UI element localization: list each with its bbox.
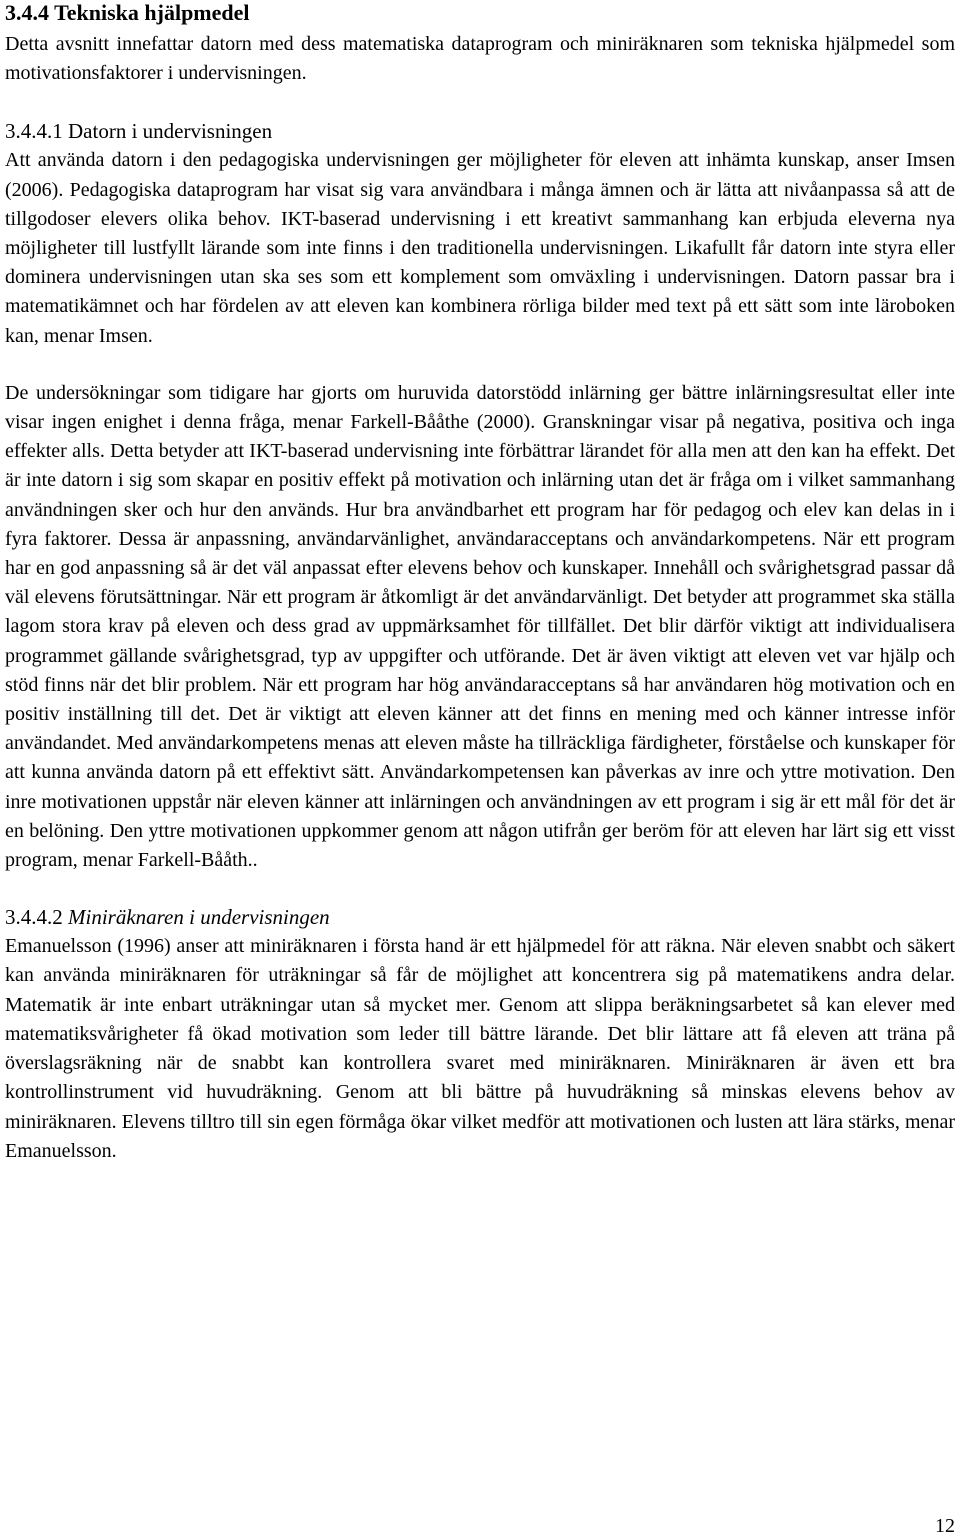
minirknaren-paragraph-1: Emanuelsson (1996) anser att miniräknaren i första hand är ett hjälpmedel för att räkna. När eleven snabbt och säkert kan använda miniräknaren för uträkningar så får de möjlighet att koncentrera sig på matematikens andra delar. Matematik är inte enbart uträkningar utan så mycket mer. Genom att slippa beräkningsarbetet så kan elever med matematiksvårigheter få ökad motivation som leder till bättre lärande. Det blir lättare att få eleven att träna på överslagsräkning när de snabbt kan kontrollera svaret med miniräknaren. Miniräknaren är även ett bra kontrollinstrument vid huvudräkning. Genom att bli bättre på huvudräkning så minskas elevens behov av miniräknaren. Elevens tilltro till sin egen förmåga ökar vilket medför att motivationen och lusten att lära stärks, menar Emanuelsson. [5, 935, 955, 1162]
subsection-number: 3.4.4.1 [5, 119, 63, 144]
subsection-heading-minirknaren [5, 903, 955, 932]
subsection-title: Miniräknaren i undervisningen [68, 905, 330, 930]
document-page [5, 0, 955, 1166]
section-intro-paragraph: Detta avsnitt innefattar datorn med dess matematiska dataprogram och miniräknaren som tekniska hjälpmedel som motivationsfaktorer i undervisningen. [5, 33, 955, 85]
page-number: 12 [935, 1515, 955, 1537]
subsection-heading-datorn [5, 117, 955, 146]
subsection-number: 3.4.4.2 [5, 905, 63, 930]
section-heading: 3.4.4 Tekniska hjälpmedel [5, 0, 250, 25]
subsection-title: Datorn i undervisningen [68, 119, 273, 144]
datorn-paragraph-1: Att använda datorn i den pedagogiska undervisningen ger möjligheter för eleven att inhämta kunskap, anser Imsen (2006). Pedagogiska dataprogram har visat sig vara användbara i många ämnen och är lätta att nivåanpassa så att de tillgodoser elevers olika behov. IKT-baserad undervisning i ett kreativt sammanhang kan erbjuda eleverna nya möjligheter till lustfyllt lärande som inte finns i den traditionella undervisningen. Likafullt får datorn inte styra eller dominera undervisningen utan ska ses som ett komplement som omväxling i undervisningen. Datorn passar bra i matematikämnet och har fördelen av att eleven kan kombinera rörliga bilder med text på ett sätt som inte läroboken kan, menar Imsen. [5, 149, 955, 347]
datorn-paragraph-2: De undersökningar som tidigare har gjorts om huruvida datorstödd inlärning ger bättre inlärningsresultat eller inte visar ingen enighet i denna fråga, menar Farkell-Bååthe (2000). Granskningar visar på negativa, positiva och inga effekter alls. Detta betyder att IKT-baserad undervisning inte förbättrar lärandet för alla men att den kan ha effekt. Det är inte datorn i sig som skapar en positiv effekt på motivation och inlärning utan det är fråga om i vilket sammanhang användningen sker och hur den används. Hur bra användbarhet ett program har för pedagog och elev kan delas in i fyra faktorer. Dessa är anpassning, användarvänlighet, användaracceptans och användarkompetens. När ett program har en god anpassning så är det väl anpassat efter elevens behov och kunskaper. Innehåll och svårighetsgrad passar då väl elevens förutsättningar. När ett program är åtkomligt är det användarvänligt. Det betyder att programmet ska ställa lagom stora krav på eleven och dess grad av uppmärksamhet för tillfället. Det blir därför viktigt att individualisera programmet gällande svårighetsgrad, typ av uppgifter och utförande. Det är även viktigt att eleven vet var hjälp och stöd finns när det blir problem. När ett program har hög användaracceptans så har användaren hög motivation och en positiv inställning till det. Det är viktigt att eleven känner att det finns en mening med och känner intresse inför användandet. Med användarkompetens menas att eleven måste ha tillräckliga färdigheter, förståelse och kunskaper för att kunna använda datorn på ett effektivt sätt. Användarkompetensen kan påverkas av inre och yttre motivation. Den inre motivationen uppstår när eleven känner att inlärningen och användningen av ett program i sig är ett mål för det är en belöning. Den yttre motivationen uppkommer genom att någon utifrån ger beröm för att eleven har lärt sig ett visst program, menar Farkell-Bååth.. [5, 381, 955, 872]
